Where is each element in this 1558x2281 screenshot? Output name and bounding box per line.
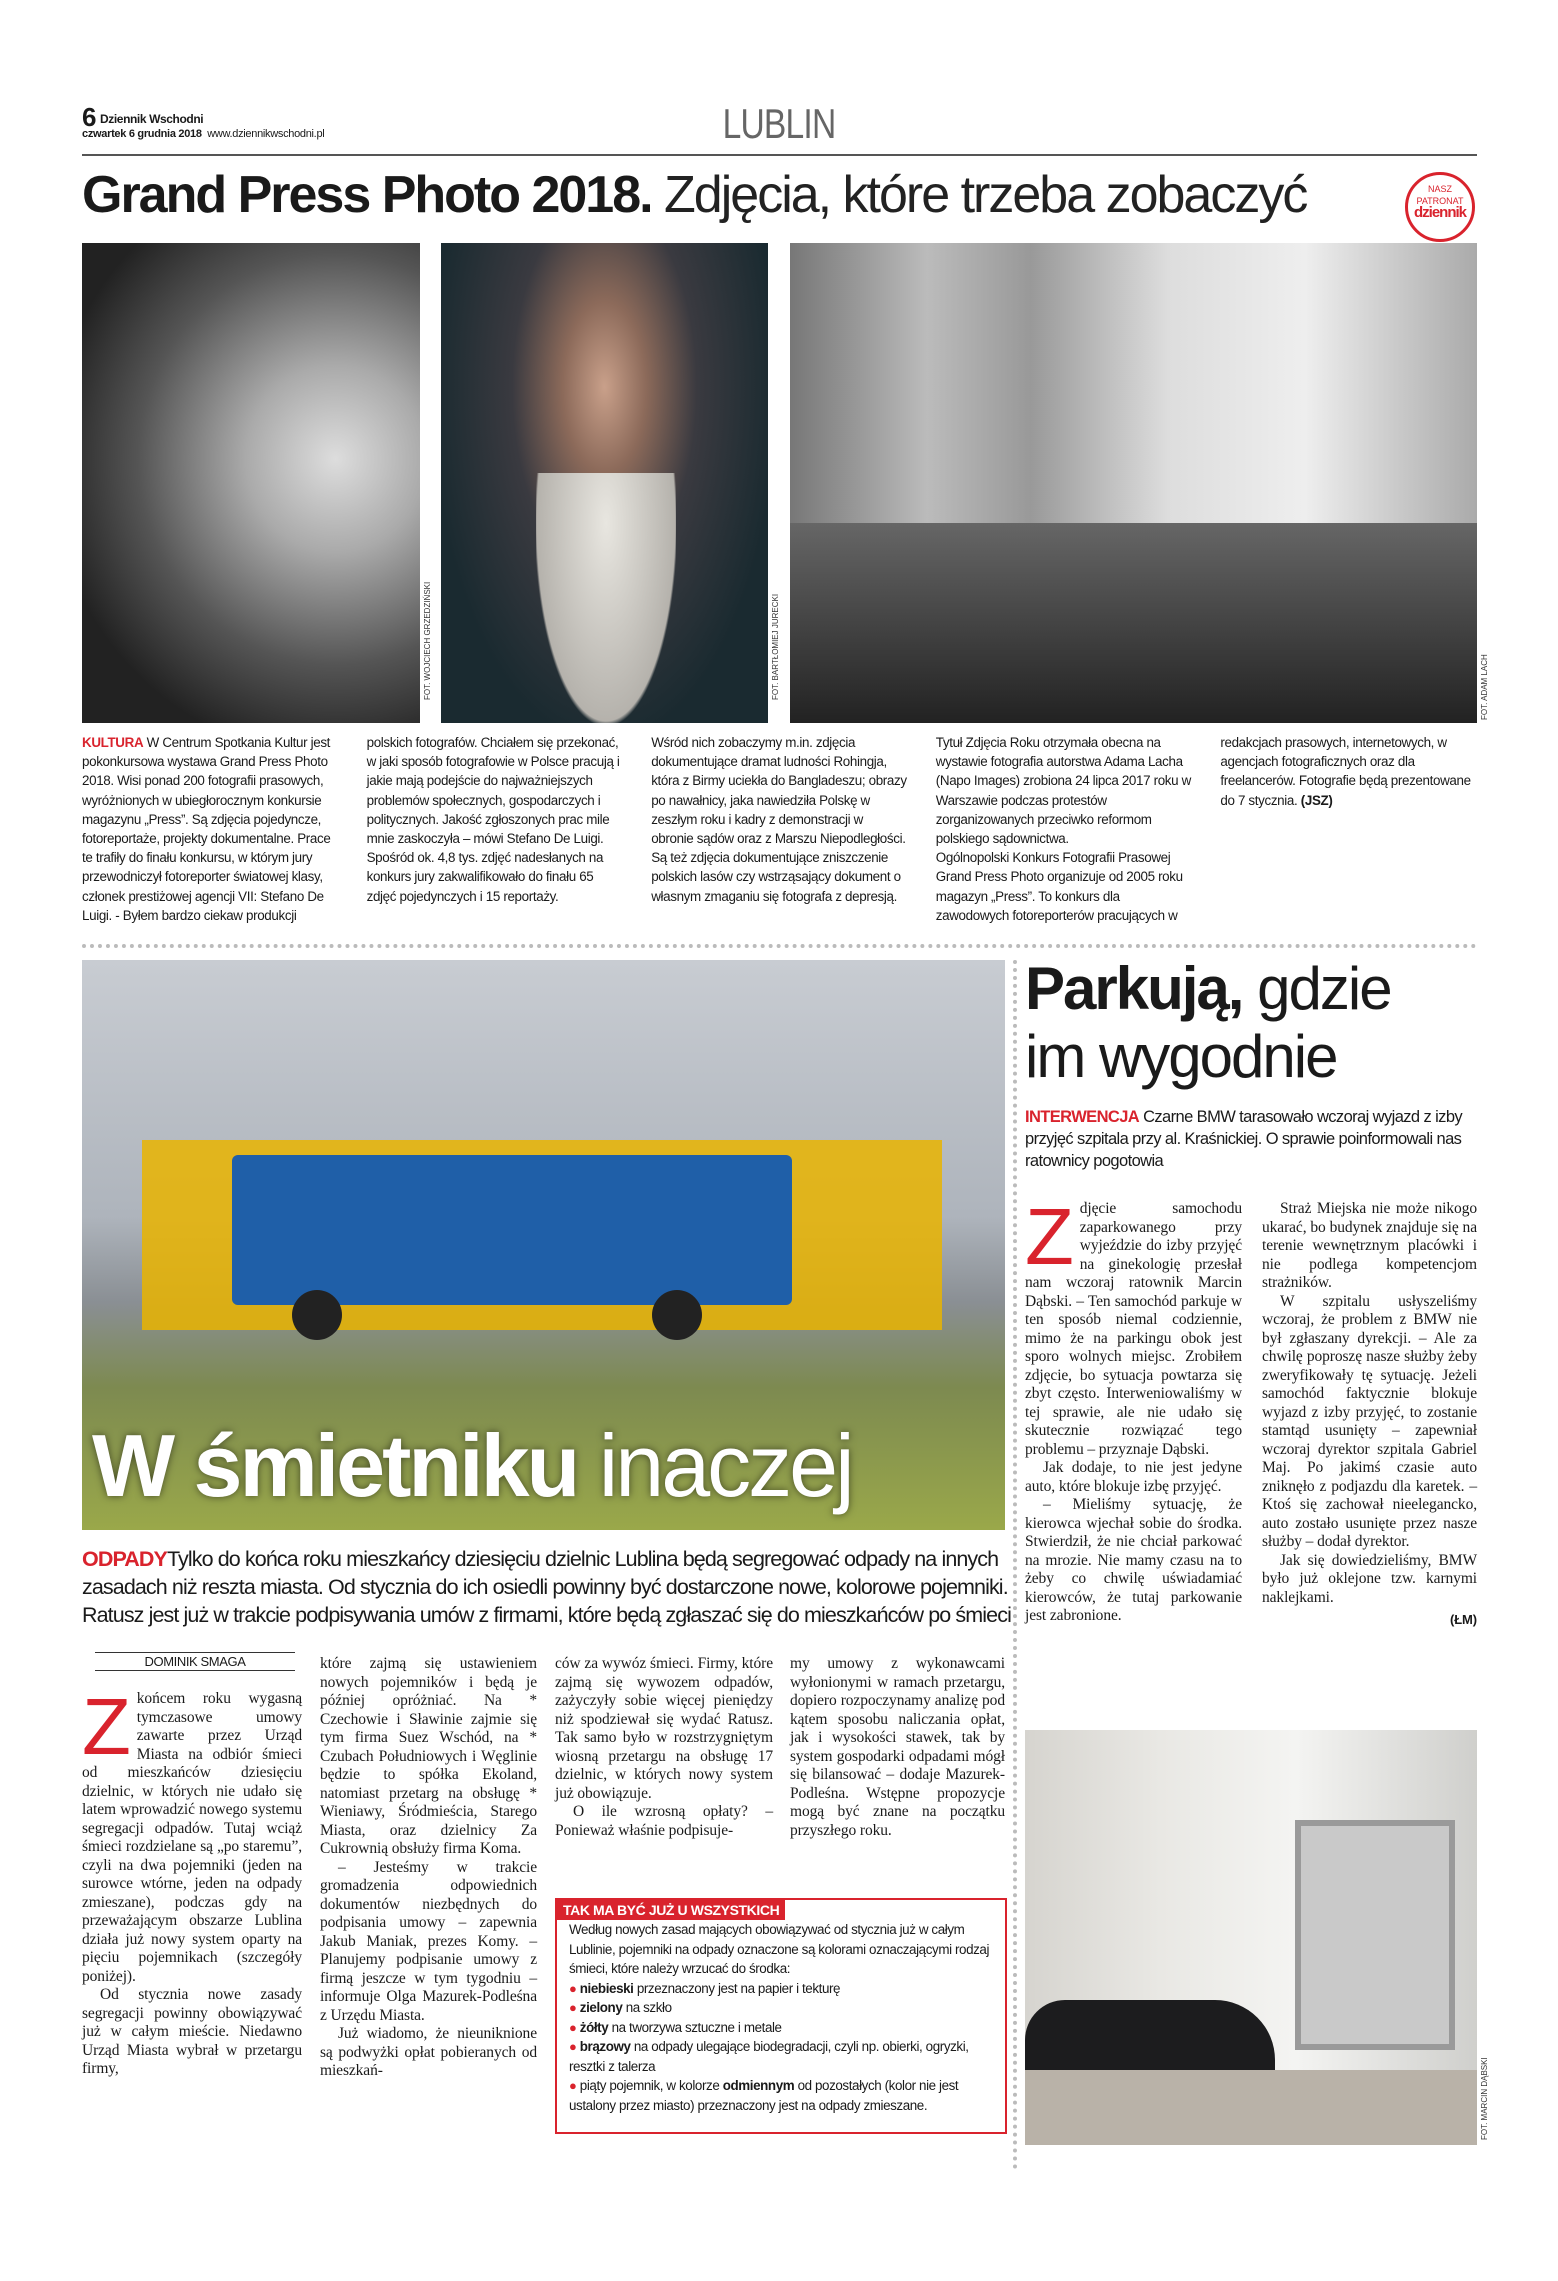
waste-column-4 xyxy=(790,1655,1005,1840)
list-item: ● brązowy na odpady ulegające biodegradacji, czyli np. obierki, ogryzki, resztki z talerza xyxy=(569,2039,969,2074)
badge-line2: PATRONAT xyxy=(1416,196,1464,206)
paragraph: djęcie samochodu zaparkowanego przy wyjeździe do izby przyjęć na ginekologię przesłał nam wczoraj ratownik Marcin Dąbski. – Ten samochód parkuje w ten sposób niemal codziennie, mimo że na parkingu obok jest sporo wolnych miejsc. Zrobiłem zdjęcie, bo sytuacja powtarza się zbyt często. Interweniowaliśmy w tej sprawie, ale nie udało się skutecznie rozwiązać tego problemu – przyznaje Dąbski. xyxy=(1025,1200,1242,1458)
info-box xyxy=(555,1898,1007,2134)
lead-text: Tylko do końca roku mieszkańcy dziesięciu dzielnic Lublina będą segregować odpady na innych zasadach niż reszta miasta. Od stycznia do ich osiedli powinny być dostarczone nowe, kolorowe pojemniki. Ratusz jest już w trakcie podpisywania umów z firmami, które będą zgłaszać się do mieszkańców po śmieci xyxy=(82,1547,1011,1627)
bullet-icon: ● xyxy=(569,2000,577,2015)
signature: (JSZ) xyxy=(1300,792,1333,808)
patronat-badge xyxy=(1405,172,1475,242)
photo-parked-bmw xyxy=(1025,1730,1477,2145)
paragraph: Od stycznia nowe zasady segregacji powinny obowiązywać już w całym mieście. Niedawno Urząd Miasta wybrał w przetargu firmy, xyxy=(82,1986,302,2077)
bullet-icon: ● xyxy=(569,2039,577,2054)
paragraph: Jak dodaje, to nie jest jedyne auto, które blokuje izbę przyjęć. xyxy=(1025,1459,1242,1495)
paragraph: końcem roku wygasną tymczasowe umowy zawarte przez Urząd Miasta na odbiór śmieci od mieszkańców dziesięciu dzielnic, w których nie udało się latem wprowadzić nowego systemu segregacji odpadów. Tutaj wciąż śmieci rozdzielane są „po staremu”, czyli na dwa pojemniki (jeden na surowce wtórne, jeden na odpady zmieszane), podczas gdy na przeważającym obszarze Lublina działa już nowy system oparty na pięciu pojemnikach (szczegóły poniżej). xyxy=(82,1690,302,1985)
photo-credit: FOT. BARTŁOMIEJ JURECKI xyxy=(771,593,780,700)
paragraph: Straż Miejska nie może nikogo ukarać, bo budynek znajduje się na terenie wewnętrznym placówki i nie podlega kompetencjom strażników. xyxy=(1262,1200,1477,1291)
headline-bold: Parkują, xyxy=(1025,955,1243,1022)
photo-credit: FOT. MARCIN DĄBSKI xyxy=(1480,2057,1489,2140)
paragraph: Jak się dowiedzieliśmy, BMW było już oklejone tzw. karnymi naklejkami. xyxy=(1262,1551,1477,1606)
gpp-headline xyxy=(82,165,1306,225)
waste-lead xyxy=(82,1545,1012,1629)
list-item: ● piąty pojemnik, w kolorze odmiennym od pozostałych (kolor nie jest ustalony przez miasto) przeznaczony jest na odpady zmieszane. xyxy=(569,2078,959,2113)
paragraph: – Jesteśmy w trakcie gromadzenia odpowiednich dokumentów niezbędnych do podpisania umowy – zapewnia Jakub Maniak, prezes Komy. – Planujemy podpisanie umowy z firmą jeszcze w tym tygodniu – informuje Olga Mazurek-Podleśna z Urzędu Miasta. xyxy=(320,1858,537,2024)
paragraph: Wśród nich zobaczymy m.in. zdjęcia dokumentujące dramat ludności Rohingja, która z Birmy uciekła do Bangladeszu; obrazy po nawałnicy, jaka nawiedziła Polskę w zeszłym roku i kadry z demonstracji w obronie sądów oraz z Marszu Niepodległości. Są też zdjęcia dokumentujące zniszczenie polskich lasów czy wstrząsający dokument o własnym zmaganiu się fotografa z depresją. xyxy=(651,735,907,904)
headline-bold: Grand Press Photo 2018. xyxy=(82,166,652,224)
section-title: LUBLIN xyxy=(722,100,836,147)
parking-headline xyxy=(1025,955,1485,1091)
parking-lead xyxy=(1025,1106,1480,1172)
kicker: INTERWENCJA xyxy=(1025,1108,1140,1126)
list-item: ● niebieski przeznaczony jest na papier i tekturę xyxy=(569,1980,841,1996)
badge-logo: dziennik xyxy=(1413,204,1466,221)
divider xyxy=(1013,960,1017,2170)
paragraph: O ile wzrosną opłaty? – Ponieważ właśnie podpisuje- xyxy=(555,1803,773,1839)
bullet-icon: ● xyxy=(569,2019,577,2035)
issue-date: czwartek 6 grudnia 2018 xyxy=(82,128,202,140)
photo-credit: FOT. WOJCIECH GRZEDZIŃSKI xyxy=(423,581,432,700)
waste-column-1 xyxy=(82,1682,302,2079)
paragraph: które zajmą się ustawieniem nowych pojemników i będą je później opróżniać. Na * Czechowie i Sławinie zajmie się tym firma Suez Wschód, na * Czubach Południowych i Węglinie będzie to spółka Ekoland, natomiast przetarg na obsługę * Wieniawy, Śródmieścia, Starego Miasta, oraz dzielnicy Za Cukrownią obsłuży firma Koma. xyxy=(320,1655,537,1857)
header-rule xyxy=(82,154,1477,156)
headline-light: Zdjęcia, które trzeba zobaczyć xyxy=(664,166,1307,224)
paragraph: W szpitalu usłyszeliśmy wczoraj, że problem z BMW nie był zgłaszany dyrekcji. – Ale za chwilę poproszę nasze służby żeby zweryfikowały tę sytuację. Jeżeli samochód faktycznie blokuje wyjazd z izby przyjęć, to zostanie stamtąd usunięty – zapewniał wczoraj dyrektor szpitala Gabriel Maj. Po jakimś czasie auto zniknęło z podjazdu dla karetek. – Ktoś się zachował nieelegancko, auto zostało usunięte przez nasze służby – dodał dyrektor. xyxy=(1262,1292,1477,1550)
paragraph: ców za wywóz śmieci. Firmy, które zajmą się wywozem odpadów, zażyczyły sobie więcej pieniędzy niż spodziewał się wydać Ratusz. Tak samo było w rozstrzygniętym wiosną przetargu na obsługę 17 dzielnic, w których nowy system już obowiązuje. xyxy=(555,1655,773,1802)
headline-light: inaczej xyxy=(598,1416,852,1515)
paragraph: Tytuł Zdjęcia Roku otrzymała obecna na wystawie fotografia autorstwa Adama Lacha (Napo Images) zrobiona 24 lipca 2017 roku w Warszawie podczas protestów zorganizowanych przeciwko reformom polskiego sądownictwa. xyxy=(935,735,1191,847)
waste-column-2 xyxy=(320,1655,537,2081)
photo-bearded-man xyxy=(441,243,768,723)
divider xyxy=(82,944,1477,948)
paper-name: Dziennik Wschodni xyxy=(100,112,204,126)
paragraph: my umowy z wykonawcami wyłonionymi w ramach przetargu, dopiero rozpoczynamy analizę pod kątem sposobu naliczania opłat, jak i wysokości stawek, tak by system gospodarki odpadami mógł się bilansować – dodaje Mazurek-Podleśna. Wstępne propozycje mogą być znane na początku przyszłego roku. xyxy=(790,1655,1005,1839)
signature: (ŁM) xyxy=(1449,1612,1477,1627)
bullet-icon: ● xyxy=(569,2078,577,2093)
kicker: KULTURA xyxy=(82,735,144,750)
drop-cap: Z xyxy=(82,1682,131,1771)
box-body xyxy=(569,1920,1005,2115)
photo-protest xyxy=(790,243,1477,723)
lead-text: Czarne BMW tarasowało wczoraj wyjazd z izby przyjęć szpitala przy al. Kraśnickiej. O sprawie poinformowali nas ratownicy pogotowia xyxy=(1025,1108,1463,1170)
paragraph: Już wiadomo, że nieuniknione są podwyżki opłat pobieranych od mieszkań- xyxy=(320,2025,537,2079)
photo-kiss xyxy=(82,243,420,723)
photo-credit: FOT. ADAM LACH xyxy=(1480,654,1489,720)
paragraph: Spośród ok. 4,8 tys. zdjęć nadesłanych na konkurs jury zakwalifikowało do finału 65 zdjęć pojedynczych i 15 reportaży. xyxy=(366,850,604,904)
box-title: TAK MA BYĆ JUŻ U WSZYSTKICH xyxy=(557,1900,785,1920)
drop-cap: Z xyxy=(1025,1192,1074,1281)
list-item: ● zielony na szkło xyxy=(569,2000,672,2015)
headline-bold: W śmietniku xyxy=(92,1416,578,1515)
badge-line1: NASZ xyxy=(1427,184,1452,194)
paragraph: – Mieliśmy sytuację, że kierowca wjechał sobie do środka. Stwierdził, że nie chciał parkować na mrozie. Nie mamy czasu na to żeby co chwilę uświadamiać kierowców, że tutaj parkowanie jest zabronione. xyxy=(1025,1496,1242,1624)
kicker: ODPADY xyxy=(82,1547,167,1571)
list-item: ● żółty na tworzywa sztuczne i metale xyxy=(569,2019,782,2035)
page-number: 6 xyxy=(82,102,96,132)
byline: DOMINIK SMAGA xyxy=(95,1652,295,1671)
waste-headline xyxy=(92,1415,852,1517)
headline-light: im wygodnie xyxy=(1025,1023,1337,1090)
website-link[interactable]: www.dziennikwschodni.pl xyxy=(207,128,325,140)
paragraph: Ogólnopolski Konkurs Fotografii Prasowej Grand Press Photo organizuje od 2005 roku magazyn „Press”. To konkurs dla zawodowych fotoreporterów pracujących w redakcjach prasowych, internetowych, w agencjach fotograficznych oraz dla freelancerów. Fotografie będą prezentowane do 7 stycznia. xyxy=(935,735,1471,923)
parking-column-1 xyxy=(1025,1192,1242,1626)
parking-column-2 xyxy=(1262,1200,1477,1630)
box-intro: Według nowych zasad mających obowiązywać od stycznia już w całym Lublinie, pojemniki na odpady oznaczone są kolorami oznaczającymi rodzaj śmieci, które należy wrzucać do środka: xyxy=(569,1922,990,1976)
headline-light: gdzie xyxy=(1257,955,1391,1022)
gpp-article-text xyxy=(82,733,1477,928)
paragraph: W Centrum Spotkania Kultur jest pokonkursowa wystawa Grand Press Photo 2018. Wisi ponad 200 fotografii prasowych, wyróżnionych w ubiegłorocznym konkursie magazynu „Press”. Są zdjęcia pojedyncze, fotoreportaże, projekty dokumentalne. Prace te trafiły do finału konkursu, w którym jury przewodniczył fotoreporter światowej klasy, członek prestiżowej agencji VII: Stefano De Luigi. - Byłem bardzo ciekaw produkcji polskich fotografów. Chciałem się przekonać, w jaki sposób fotografowie w Polsce pracują i jakie mają podejście do najważniejszych problemów społecznych, gospodarczych i politycznych. Jakość zgłoszonych prac mile mnie zaskoczyła – mówi Stefano De Luigi. xyxy=(82,735,620,923)
waste-column-3 xyxy=(555,1655,773,1840)
bullet-icon: ● xyxy=(569,1980,577,1996)
